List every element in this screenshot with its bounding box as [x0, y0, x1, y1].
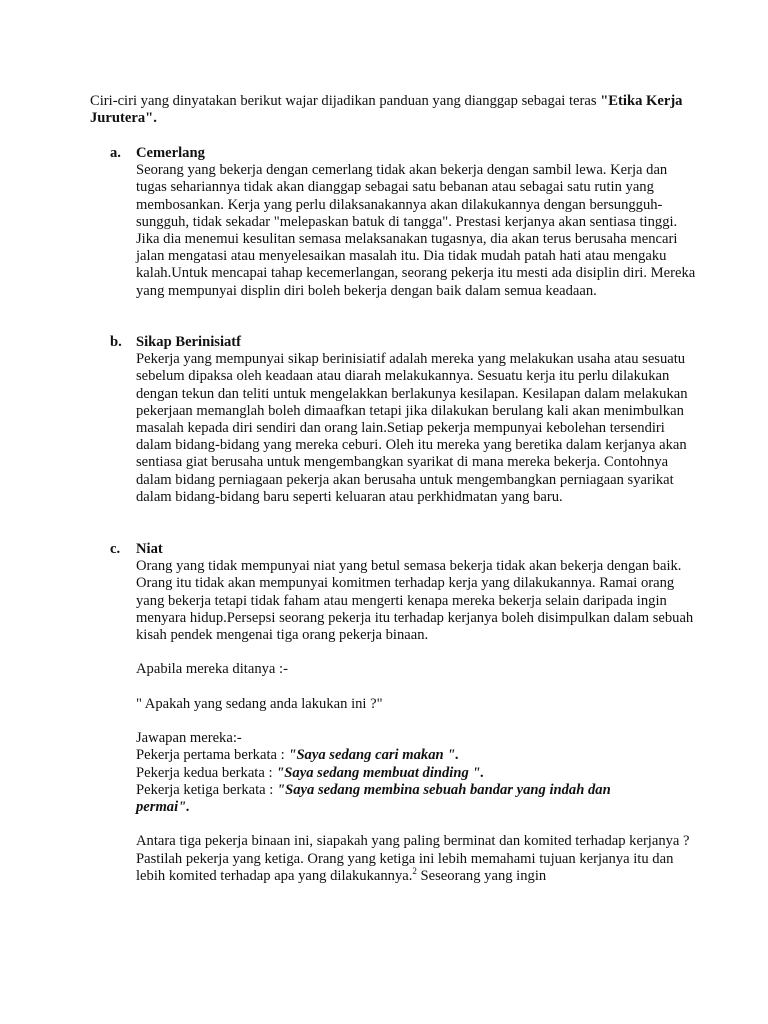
section-cemerlang [90, 145, 700, 300]
closing-text: Antara tiga pekerja binaan ini, siapakah yang paling berminat dan komited terhadap kerjanya ? Pastilah pekerja yang ketiga. Orang yang ketiga ini lebih memahami tujuan kerjanya itu dan lebih komited terhadap apa yang dilakukannya. [136, 833, 690, 884]
section-body [136, 351, 700, 506]
answer-quote: "Saya sedang membina sebuah bandar yang indah dan permai". [136, 781, 611, 815]
section-title: Cemerlang [136, 145, 205, 161]
closing-paragraph [136, 833, 700, 885]
section-title: Sikap Berinisiatf [136, 334, 242, 350]
section-letter: c. [110, 541, 121, 557]
question-text: " Apakah yang sedang anda lakukan ini ?" [136, 695, 383, 712]
footnote-marker[interactable]: 2 [412, 865, 417, 876]
answer-line [136, 747, 700, 764]
intro-emphasis: "Etika Kerja Jurutera". [90, 93, 683, 127]
section-paragraph: Orang yang tidak mempunyai niat yang betul semasa bekerja tidak akan bekerja dengan baik. Orang itu tidak akan mempunyai komitmen terhadap kerja yang dilakukannya. Ramai orang yang bekerja tetapi tidak faham atau mengerti kenapa mereka bekerja selain daripada ingin menyara hidup.Persepsi seorang pekerja itu terhadap kerjanya boleh disimpulkan dalam sebuah kisah pendek mengenai tiga orang pekerja binaan. [136, 558, 694, 643]
answers-intro: Jawapan mereka:- [136, 730, 242, 747]
answer-line [136, 782, 656, 816]
answer-quote: "Saya sedang cari makan ". [288, 747, 460, 764]
section-heading [90, 334, 700, 351]
section-title: Niat [136, 541, 163, 557]
closing-tail: Seseorang yang ingin [416, 867, 547, 884]
intro-paragraph [90, 93, 690, 127]
answer-label: Pekerja kedua berkata : [136, 764, 277, 781]
answer-label: Pekerja pertama berkata : [136, 747, 289, 764]
section-heading [90, 145, 700, 162]
section-letter: a. [110, 145, 121, 161]
section-letter: b. [110, 334, 122, 350]
answer-label: Pekerja ketiga berkata : [136, 781, 278, 798]
section-paragraph: Seorang yang bekerja dengan cemerlang tidak akan bekerja dengan sambil lewa. Kerja dan tugas sehariannya tidak akan dianggap sebagai satu bebanan atau sebagai satu rutin yang membosankan. Kerja yang perlu dilaksanakannya akan dilakukannya dengan bersungguh-sungguh, tidak sekadar "melepaskan batuk di tangga". Prestasi kerjanya akan sentiasa tinggi. Jika dia menemui kesulitan semasa melaksanakan tugasnya, dia akan terus berusaha mencari jalan mengatasi atau menyelesaikan masalah itu. Dia tidak mudah patah hati atau mengaku kalah.Untuk mencapai tahap kecemerlangan, seorang pekerja itu mesti ada disiplin diri. Mereka yang mempunyai displin diri boleh bekerja dengan baik dalam semua keadaan. [136, 162, 696, 299]
section-paragraph: Pekerja yang mempunyai sikap berinisiatif adalah mereka yang melakukan usaha atau sesuatu sebelum dipaksa oleh keadaan atau diarah melakukannya. Sesuatu kerja itu perlu dilakukan dengan tekun dan teliti untuk mengelakkan berlakunya kesilapan. Kesilapan dalam melakukan pekerjaan memanglah boleh dimaafkan tetapi jika dilakukan berulang kali akan menimbulkan masalah kepada diri sendiri dan orang lain.Setiap pekerja mempunyai kebolehan tersendiri dalam bidang-bidang yang mereka ceburi. Oleh itu mereka yang beretika dalam kerjanya akan sentiasa giat berusaha untuk mengembangkan syarikat di mana mereka bekerja. Contohnya dalam bidang perniagaan pekerja akan berusaha untuk mengembangkan perniagaan syarikat dalam bidang-bidang baru seperti keluaran atau perkhidmatan yang baru. [136, 351, 688, 505]
answer-quote: "Saya sedang membuat dinding ". [276, 764, 485, 781]
question-intro: Apabila mereka ditanya :- [136, 661, 288, 678]
section-body [136, 162, 700, 300]
section-body [136, 558, 700, 885]
section-niat [90, 541, 700, 885]
intro-text: Ciri-ciri yang dinyatakan berikut wajar dijadikan panduan yang dianggap sebagai teras [90, 93, 601, 109]
answer-line [136, 765, 700, 782]
section-sikap-berinisiatf [90, 334, 700, 506]
section-heading [90, 541, 700, 558]
